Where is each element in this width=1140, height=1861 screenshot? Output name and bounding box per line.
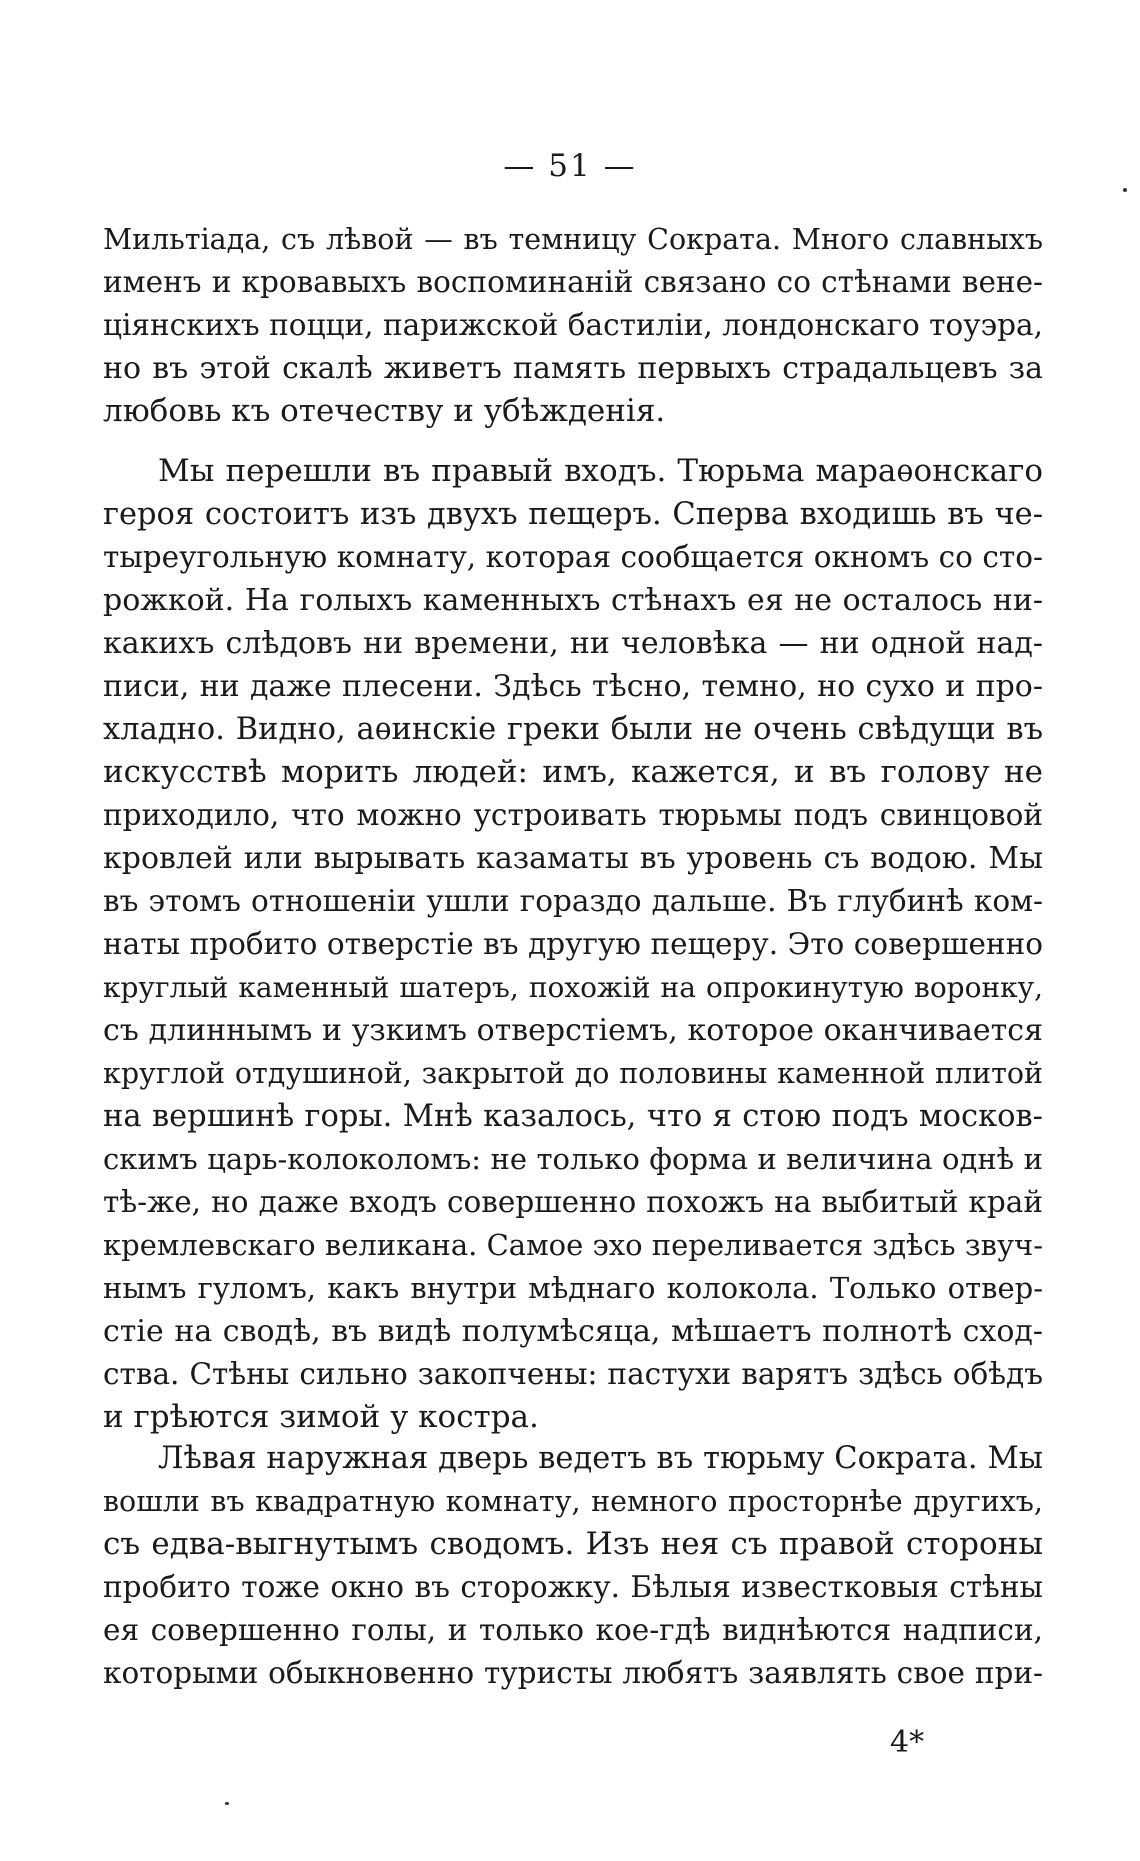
- text-line: кровлей или вырывать казаматы въ уровень съ водою. Мы: [103, 841, 1043, 876]
- page-number: — 51 —: [503, 148, 637, 184]
- text-line: рожкой. На голыхъ каменныхъ стѣнахъ ея не осталось ни-: [103, 583, 1043, 618]
- text-line: съ едва-выгнутымъ сводомъ. Изъ нея съ правой стороны: [103, 1526, 1043, 1562]
- text-line: тыреугольную комнату, которая сообщается окномъ со сто-: [103, 540, 1043, 574]
- text-line: пробито тоже окно въ сторожку. Бѣлыя известковыя стѣны: [103, 1570, 1043, 1604]
- signature-mark: 4*: [890, 1725, 925, 1760]
- text-line: Мильтіада, съ лѣвой — въ темницу Сократа. Много славныхъ: [103, 223, 1043, 256]
- text-line: и грѣются зимой у костра.: [103, 1399, 539, 1435]
- text-line: героя состоитъ изъ двухъ пещеръ. Сперва входишь въ че-: [103, 497, 1043, 532]
- text-line: любовь къ отечеству и убѣжденія.: [103, 393, 666, 429]
- text-line: кремлевскаго великана. Самое эхо переливается здѣсь звуч-: [103, 1228, 1043, 1262]
- paragraph-3: [103, 1437, 1043, 1695]
- text-line: которыми обыкновенно туристы любятъ заявлять свое при-: [103, 1656, 1043, 1690]
- text-line: ства. Стѣны сильно закопчены: пастухи варятъ здѣсь обѣдъ: [103, 1357, 1043, 1391]
- text-line: искусствѣ морить людей: имъ, кажется, и въ голову не: [103, 754, 1043, 790]
- ink-speck: [1123, 188, 1127, 192]
- text-line: наты пробито отверстіе въ другую пещеру. Это совершенно: [103, 927, 1043, 961]
- text-line: ціянскихъ поцци, парижской бастиліи, лондонскаго тоуэра,: [103, 308, 1043, 342]
- text-line: писи, ни даже плесени. Здѣсь тѣсно, темно, но сухо и про-: [103, 669, 1043, 704]
- text-line: круглой отдушиной, закрытой до половины каменной плитой: [103, 1057, 1043, 1090]
- text-line: тѣ-же, но даже входъ совершенно похожъ на выбитый край: [103, 1185, 1043, 1219]
- text-line: вошли въ квадратную комнату, немного просторнѣе другихъ,: [103, 1485, 1043, 1518]
- text-line: Мы перешли въ правый входъ. Тюрьма мараѳонскаго: [158, 453, 1043, 489]
- text-line: какихъ слѣдовъ ни времени, ни человѣка — ни одной над-: [103, 626, 1043, 661]
- text-line: стіе на сводѣ, въ видѣ полумѣсяца, мѣшаетъ полнотѣ сход-: [103, 1314, 1043, 1349]
- text-line: скимъ царь-колоколомъ: не только форма и величина однѣ и: [103, 1142, 1043, 1176]
- text-line: въ этомъ отношеніи ушли гораздо дальше. Въ глубинѣ ком-: [103, 884, 1043, 918]
- text-line: на вершинѣ горы. Мнѣ казалось, что я стою подъ москов-: [103, 1099, 1043, 1134]
- text-line: ея совершенно голы, и только кое-гдѣ виднѣются надписи,: [103, 1613, 1043, 1647]
- text-line: съ длиннымъ и узкимъ отверстіемъ, которое оканчивается: [103, 1013, 1043, 1048]
- ink-speck: [225, 1802, 229, 1805]
- text-line: круглый каменный шатеръ, похожій на опрокинутую воронку,: [103, 971, 1043, 1004]
- text-line: Лѣвая наружная дверь ведетъ въ тюрьму Сократа. Мы: [158, 1441, 1043, 1476]
- text-line: но въ этой скалѣ живетъ память первыхъ страдальцевъ за: [103, 351, 1043, 386]
- text-line: именъ и кровавыхъ воспоминаній связано со стѣнами вене-: [103, 265, 1043, 299]
- paragraph-2: [103, 450, 1043, 1439]
- paragraph-1: [103, 218, 1043, 433]
- text-line: нымъ гуломъ, какъ внутри мѣднаго колокола. Только отвер-: [103, 1271, 1043, 1305]
- text-line: приходило, что можно устроивать тюрьмы подъ свинцовой: [103, 798, 1043, 832]
- text-line: хладно. Видно, аѳинскіе греки были не очень свѣдущи въ: [103, 712, 1043, 747]
